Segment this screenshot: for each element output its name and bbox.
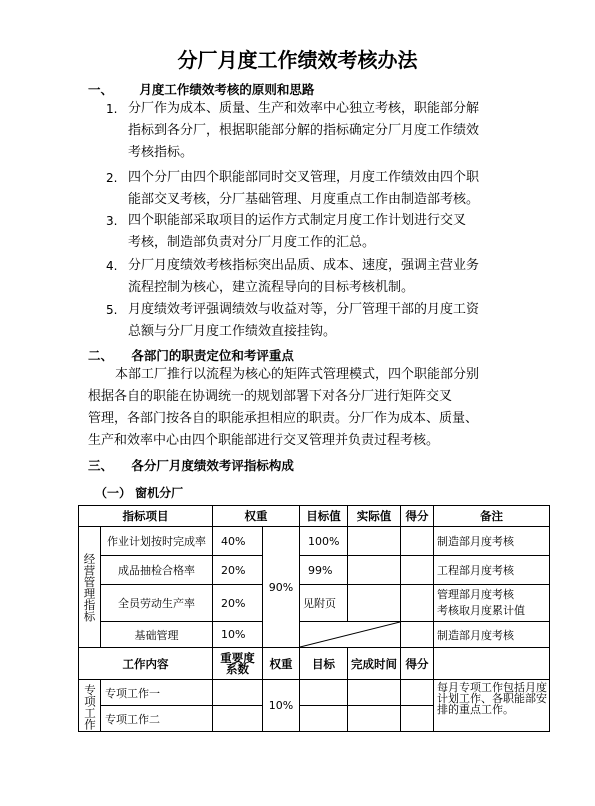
- special-name: 专项工作二: [101, 706, 213, 732]
- kpi-name: 成品抽检合格率: [101, 556, 213, 585]
- list-item-5-number: 5.: [106, 303, 118, 317]
- special-target[interactable]: [300, 706, 348, 732]
- section-1-number: 一、: [88, 82, 114, 97]
- list-item-3-line-2: 考核，制造部负责对分厂月度工作的汇总。: [128, 235, 376, 250]
- list-item-2-line-1: 四个分厂由四个职能部同时交叉管理，月度工作绩效由四个职: [128, 170, 480, 185]
- kpi-note: [434, 585, 550, 622]
- kpi-score[interactable]: [401, 622, 434, 648]
- paragraph-line-2: 根据各自的职能在协调统一的规划部署下对各分厂进行矩阵交叉: [88, 389, 453, 404]
- list-item-2-line-2: 能部交叉考核，分厂基础管理、月度重点工作由制造部考核。: [128, 192, 480, 207]
- special-score[interactable]: [401, 680, 434, 706]
- section-3-title: 各分厂月度绩效考评指标构成: [131, 458, 294, 473]
- header-item: 指标项目: [79, 506, 213, 527]
- kpi-note: 制造部月度考核: [434, 622, 550, 648]
- kpi-note: 制造部月度考核: [434, 527, 550, 556]
- document-title: 分厂月度工作绩效考核办法: [177, 48, 418, 72]
- special-time[interactable]: [348, 706, 401, 732]
- group-label-special: 专项工作: [79, 680, 101, 732]
- group-weight: 90%: [263, 527, 300, 648]
- paragraph-line-4: 生产和效率中心由四个职能部进行交叉管理并负责过程考核。: [88, 433, 440, 448]
- list-item-4-number: 4.: [106, 259, 118, 273]
- header-score: 得分: [401, 506, 434, 527]
- kpi-weight: 10%: [213, 622, 263, 648]
- kpi-target: 99%: [300, 556, 348, 585]
- kpi-header-row: [79, 506, 550, 527]
- special-time[interactable]: [348, 680, 401, 706]
- section-1-heading: [88, 80, 314, 98]
- section-3-heading: [88, 456, 294, 474]
- list-item-3-number: 3.: [106, 214, 118, 228]
- section-2-number: 二、: [88, 348, 114, 363]
- header-time: 完成时间: [348, 648, 401, 680]
- group2-weight: 10%: [263, 680, 300, 732]
- header-importance: [213, 648, 263, 680]
- diagonal-line: [300, 622, 400, 647]
- kpi-target: 见附页: [300, 585, 348, 622]
- header-target-2: 目标: [300, 648, 348, 680]
- kpi-weight: 20%: [213, 585, 263, 622]
- special-importance[interactable]: [213, 680, 263, 706]
- header-actual: 实际值: [348, 506, 401, 527]
- list-item-1-line-2: 指标到各分厂，根据职能部分解的指标确定分厂月度工作绩效: [128, 123, 480, 138]
- header-weight-2: 权重: [263, 648, 300, 680]
- list-item-5-line-1: 月度绩效考评强调绩效与收益对等，分厂管理干部的月度工资: [128, 302, 480, 317]
- kpi-actual[interactable]: [348, 585, 401, 622]
- subsection-heading: （一） 窗机分厂: [95, 486, 184, 500]
- header-importance-line-1: 重要度: [220, 650, 255, 665]
- list-item-1-line-3: 考核指标。: [128, 145, 194, 160]
- list-item-1-number: 1.: [106, 102, 118, 116]
- kpi-row: [79, 585, 550, 622]
- kpi-name: 作业计划按时完成率: [101, 527, 213, 556]
- header-importance-line-2: 系数: [226, 661, 249, 676]
- kpi-actual[interactable]: [348, 527, 401, 556]
- special-target[interactable]: [300, 680, 348, 706]
- kpi-row: [79, 527, 550, 556]
- header-weight: 权重: [213, 506, 300, 527]
- special-name: 专项工作一: [101, 680, 213, 706]
- section-2-heading: [88, 346, 294, 364]
- kpi-score[interactable]: [401, 556, 434, 585]
- header-content: 工作内容: [79, 648, 213, 680]
- section-1-title: 月度工作绩效考核的原则和思路: [139, 82, 315, 97]
- kpi-row: [79, 556, 550, 585]
- special-score[interactable]: [401, 706, 434, 732]
- header-score-2: 得分: [401, 648, 434, 680]
- special-importance[interactable]: [213, 706, 263, 732]
- section-3-number: 三、: [88, 458, 114, 473]
- special-header-row: [79, 648, 550, 680]
- list-item-2-number: 2.: [106, 171, 118, 185]
- kpi-row: [79, 622, 550, 648]
- special-row: [79, 680, 550, 706]
- list-item-5-line-2: 总额与分厂月度工作绩效直接挂钩。: [128, 324, 337, 339]
- kpi-note-line-2: 考核取月度累计值: [437, 604, 525, 617]
- kpi-note-line-1: 管理部月度考核: [437, 588, 514, 601]
- kpi-name: 基础管理: [101, 622, 213, 648]
- list-item-3-line-1: 四个职能部采取项目的运作方式制定月度工作计划进行交叉: [128, 213, 467, 228]
- list-item-4-line-2: 流程控制为核心，建立流程导向的目标考核机制。: [128, 280, 415, 295]
- kpi-name: 全员劳动生产率: [101, 585, 213, 622]
- kpi-table: [78, 505, 550, 732]
- list-item-4-line-1: 分厂月度绩效考核指标突出品质、成本、速度，强调主营业务: [128, 258, 480, 273]
- diagonal-cell: [300, 622, 401, 648]
- header-blank: [434, 648, 550, 680]
- kpi-score[interactable]: [401, 585, 434, 622]
- kpi-score[interactable]: [401, 527, 434, 556]
- group2-note: 每月专项工作包括月度计划工作、各职能部安排的重点工作。: [434, 680, 550, 732]
- kpi-actual[interactable]: [348, 556, 401, 585]
- paragraph-line-3: 管理，各部门按各自的职能承担相应的职责。分厂作为成本、质量、: [88, 411, 479, 426]
- group-label-operations: 经营管理指标: [79, 527, 101, 648]
- kpi-weight: 20%: [213, 556, 263, 585]
- paragraph-line-1: 本部工厂推行以流程为核心的矩阵式管理模式，四个职能部分别: [115, 367, 480, 382]
- header-target: 目标值: [300, 506, 348, 527]
- section-2-title: 各部门的职责定位和考评重点: [131, 348, 294, 363]
- header-note: 备注: [434, 506, 550, 527]
- kpi-target: 100%: [300, 527, 348, 556]
- kpi-weight: 40%: [213, 527, 263, 556]
- list-item-1-line-1: 分厂作为成本、质量、生产和效率中心独立考核，职能部分解: [128, 101, 480, 116]
- kpi-note: 工程部月度考核: [434, 556, 550, 585]
